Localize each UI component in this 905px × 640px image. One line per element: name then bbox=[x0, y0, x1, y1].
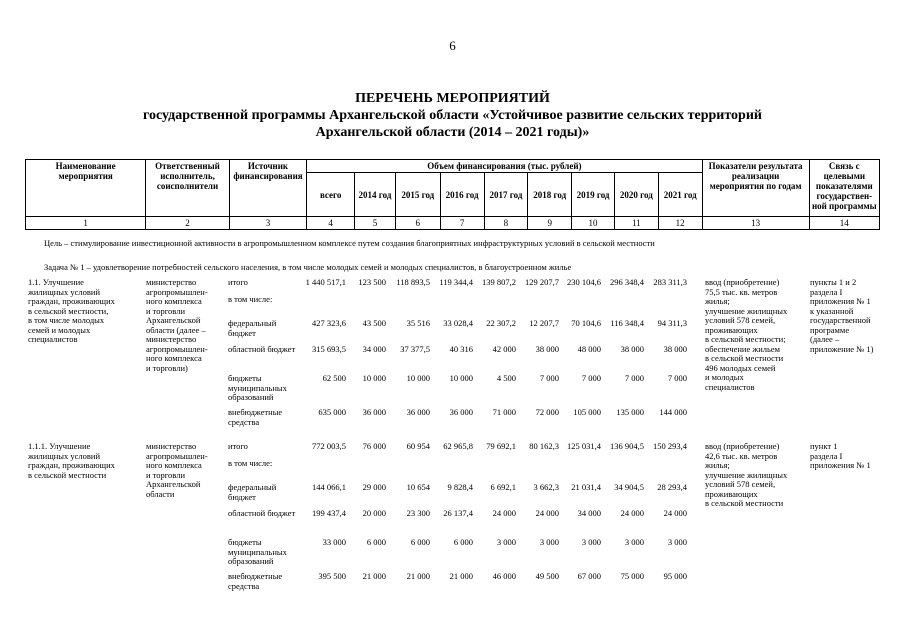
funding-value: 125 031,4 bbox=[567, 441, 601, 451]
page-number: 6 bbox=[449, 38, 456, 53]
title-line-2: государственной программы Архангельской области «Устойчивое развитие сельских территорий bbox=[143, 108, 762, 123]
funding-value: 37 377,5 bbox=[400, 344, 430, 354]
funding-value: 230 104,6 bbox=[567, 277, 601, 287]
funding-value: 129 207,7 bbox=[525, 277, 559, 287]
funding-value: 28 293,4 bbox=[657, 482, 687, 492]
funding-value: 34 904,5 bbox=[614, 482, 644, 492]
funding-value: 395 500 bbox=[318, 571, 346, 581]
source-label: федеральный бюджет bbox=[228, 482, 277, 502]
header-volume: Объем финансирования (тыс. рублей) bbox=[307, 160, 702, 173]
funding-value: 24 000 bbox=[535, 508, 559, 518]
funding-value: 3 000 bbox=[667, 537, 687, 547]
funding-value: 119 344,4 bbox=[439, 277, 473, 287]
funding-value: 24 000 bbox=[620, 508, 644, 518]
funding-value: 79 692,1 bbox=[486, 441, 516, 451]
funding-value: 116 348,4 bbox=[610, 318, 644, 328]
funding-value: 26 137,4 bbox=[443, 508, 473, 518]
funding-value: 80 162,3 bbox=[529, 441, 559, 451]
funding-value: 33 000 bbox=[322, 537, 346, 547]
funding-value: 38 000 bbox=[620, 344, 644, 354]
funding-value: 24 000 bbox=[492, 508, 516, 518]
activity-link: пункт 1 раздела I приложения № 1 bbox=[810, 441, 871, 470]
source-label: итого bbox=[228, 277, 248, 287]
source-label: федеральный бюджет bbox=[228, 318, 277, 338]
funding-value: 38 000 bbox=[663, 344, 687, 354]
funding-value: 123 500 bbox=[358, 277, 386, 287]
funding-value: 94 311,3 bbox=[657, 318, 687, 328]
funding-value: 635 000 bbox=[318, 407, 346, 417]
header-link: Связь с целевыми показателями государствен-ной программы bbox=[809, 160, 879, 217]
funding-value: 34 000 bbox=[577, 508, 601, 518]
title-line-1: ПЕРЕЧЕНЬ МЕРОПРИЯТИЙ bbox=[355, 91, 550, 106]
header-year: 2019 год bbox=[572, 173, 615, 217]
task-text: Задача № 1 – удовлетворение потребностей сельского населения, в том числе молодых семей и молодых специалистов, в благоустроенном жилье bbox=[44, 262, 572, 272]
funding-value: 105 000 bbox=[573, 407, 601, 417]
funding-value: 60 954 bbox=[406, 441, 430, 451]
funding-value: 43 500 bbox=[362, 318, 386, 328]
funding-value: 283 311,3 bbox=[653, 277, 687, 287]
funding-value: 20 000 bbox=[362, 508, 386, 518]
column-number: 14 bbox=[809, 217, 879, 230]
funding-value: 48 000 bbox=[577, 344, 601, 354]
funding-value: 71 000 bbox=[492, 407, 516, 417]
funding-value: 23 300 bbox=[406, 508, 430, 518]
header-year: 2015 год bbox=[395, 173, 440, 217]
column-number: 4 bbox=[307, 217, 355, 230]
funding-value: 33 028,4 bbox=[443, 318, 473, 328]
funding-value: 3 000 bbox=[624, 537, 644, 547]
funding-value: 7 000 bbox=[581, 373, 601, 383]
header-total: всего bbox=[307, 173, 355, 217]
source-label: внебюджетные средства bbox=[228, 407, 283, 427]
source-label: областной бюджет bbox=[228, 508, 296, 518]
funding-value: 3 662,3 bbox=[533, 482, 559, 492]
column-number: 2 bbox=[146, 217, 230, 230]
activity-executor: министерство агропромышлен- ного комплекса и торговли Архангельской области bbox=[146, 441, 208, 499]
funding-value: 427 323,6 bbox=[312, 318, 346, 328]
funding-value: 6 000 bbox=[453, 537, 473, 547]
activity-indicators: ввод (приобретение) 75,5 тыс. кв. метров жилья; улучшение жилищных условий 578 семей, проживающих в сельской местности; обеспечение жильем в сельской местности 496 молодых семей и молодых специалистов bbox=[705, 277, 788, 392]
funding-value: 62 965,8 bbox=[443, 441, 473, 451]
funding-value: 136 904,5 bbox=[610, 441, 644, 451]
header-table bbox=[25, 159, 880, 230]
funding-value: 21 000 bbox=[449, 571, 473, 581]
funding-value: 3 000 bbox=[539, 537, 559, 547]
funding-value: 296 348,4 bbox=[610, 277, 644, 287]
column-number: 7 bbox=[440, 217, 484, 230]
funding-value: 24 000 bbox=[663, 508, 687, 518]
funding-value: 772 003,5 bbox=[312, 441, 346, 451]
funding-value: 118 893,5 bbox=[396, 277, 430, 287]
funding-value: 10 000 bbox=[449, 373, 473, 383]
column-number: 6 bbox=[395, 217, 440, 230]
header-year: 2020 год bbox=[614, 173, 658, 217]
header-year: 2016 год bbox=[440, 173, 484, 217]
column-number: 5 bbox=[355, 217, 396, 230]
funding-value: 315 693,5 bbox=[312, 344, 346, 354]
header-year: 2014 год bbox=[355, 173, 396, 217]
activity-block bbox=[25, 278, 880, 438]
funding-value: 150 293,4 bbox=[653, 441, 687, 451]
funding-value: 49 500 bbox=[535, 571, 559, 581]
funding-value: 1 440 517,1 bbox=[305, 277, 346, 287]
funding-value: 36 000 bbox=[406, 407, 430, 417]
funding-value: 29 000 bbox=[362, 482, 386, 492]
funding-value: 10 654 bbox=[406, 482, 430, 492]
column-number: 12 bbox=[658, 217, 702, 230]
funding-value: 199 437,4 bbox=[312, 508, 346, 518]
funding-value: 144 000 bbox=[659, 407, 687, 417]
funding-value: 6 000 bbox=[410, 537, 430, 547]
funding-value: 62 500 bbox=[322, 373, 346, 383]
funding-value: 70 104,6 bbox=[571, 318, 601, 328]
activity-name: 1.1. Улучшение жилищных условий граждан, проживающих в сельской местности, в том числе молодых семей и молодых специалистов bbox=[28, 277, 115, 344]
funding-value: 35 516 bbox=[406, 318, 430, 328]
funding-value: 3 000 bbox=[581, 537, 601, 547]
funding-value: 46 000 bbox=[492, 571, 516, 581]
funding-value: 21 000 bbox=[362, 571, 386, 581]
funding-value: 40 316 bbox=[449, 344, 473, 354]
funding-value: 21 031,4 bbox=[571, 482, 601, 492]
document-title bbox=[0, 90, 905, 141]
funding-value: 6 000 bbox=[366, 537, 386, 547]
funding-value: 12 207,7 bbox=[529, 318, 559, 328]
header-indicators: Показатели результата реализации мероприятия по годам bbox=[702, 160, 809, 217]
header-year: 2017 год bbox=[484, 173, 528, 217]
funding-value: 135 000 bbox=[616, 407, 644, 417]
funding-value: 36 000 bbox=[362, 407, 386, 417]
funding-value: 144 066,1 bbox=[312, 482, 346, 492]
source-label: бюджеты муниципальных образований bbox=[228, 537, 287, 566]
column-number: 13 bbox=[702, 217, 809, 230]
funding-value: 7 000 bbox=[539, 373, 559, 383]
source-label: бюджеты муниципальных образований bbox=[228, 373, 287, 402]
funding-value: 38 000 bbox=[535, 344, 559, 354]
funding-value: 7 000 bbox=[624, 373, 644, 383]
column-number: 8 bbox=[484, 217, 528, 230]
source-label: в том числе: bbox=[228, 458, 273, 468]
source-label: итого bbox=[228, 441, 248, 451]
column-number: 3 bbox=[229, 217, 306, 230]
funding-value: 34 000 bbox=[362, 344, 386, 354]
header-name: Наименование мероприятия bbox=[26, 160, 146, 217]
funding-value: 7 000 bbox=[667, 373, 687, 383]
funding-value: 95 000 bbox=[663, 571, 687, 581]
funding-value: 10 000 bbox=[406, 373, 430, 383]
header-year: 2018 год bbox=[528, 173, 572, 217]
funding-value: 10 000 bbox=[362, 373, 386, 383]
activity-name: 1.1.1. Улучшение жилищных условий граждан, проживающих в сельской местности bbox=[28, 441, 115, 480]
header-executor: Ответственный исполнитель, соисполнители bbox=[146, 160, 230, 217]
header-year: 2021 год bbox=[658, 173, 702, 217]
funding-value: 42 000 bbox=[492, 344, 516, 354]
funding-value: 4 500 bbox=[496, 373, 516, 383]
column-number: 10 bbox=[572, 217, 615, 230]
funding-value: 36 000 bbox=[449, 407, 473, 417]
goal-text: Цель – стимулирование инвестиционной активности в агропромышленном комплексе путем создания благоприятных инфраструктурных условий в сельской местности bbox=[44, 238, 655, 248]
column-number: 11 bbox=[614, 217, 658, 230]
title-line-3: Архангельской области (2014 – 2021 годы)» bbox=[315, 125, 590, 140]
funding-value: 9 828,4 bbox=[447, 482, 473, 492]
source-label: внебюджетные средства bbox=[228, 571, 283, 591]
funding-value: 67 000 bbox=[577, 571, 601, 581]
funding-value: 6 692,1 bbox=[490, 482, 516, 492]
funding-value: 75 000 bbox=[620, 571, 644, 581]
header-source: Источник финансирования bbox=[229, 160, 306, 217]
funding-value: 76 000 bbox=[362, 441, 386, 451]
activity-executor: министерство агропромышлен- ного комплекса и торговли Архангельской области (далее – министерство агропромышлен- ного комплекса и торговли) bbox=[146, 277, 208, 373]
column-number: 1 bbox=[26, 217, 146, 230]
column-number: 9 bbox=[528, 217, 572, 230]
funding-value: 3 000 bbox=[496, 537, 516, 547]
activity-block bbox=[25, 442, 880, 602]
source-label: в том числе: bbox=[228, 294, 273, 304]
source-label: областной бюджет bbox=[228, 344, 296, 354]
funding-value: 72 000 bbox=[535, 407, 559, 417]
funding-value: 22 307,2 bbox=[486, 318, 516, 328]
funding-value: 21 000 bbox=[406, 571, 430, 581]
funding-value: 139 807,2 bbox=[482, 277, 516, 287]
activity-indicators: ввод (приобретение) 42,6 тыс. кв. метров жилья; улучшение жилищных условий 578 семей, проживающих в сельской местности bbox=[705, 441, 788, 508]
activity-link: пункты 1 и 2 раздела I приложения № 1 к указанной государственной программе (далее – приложение № 1) bbox=[810, 277, 874, 354]
